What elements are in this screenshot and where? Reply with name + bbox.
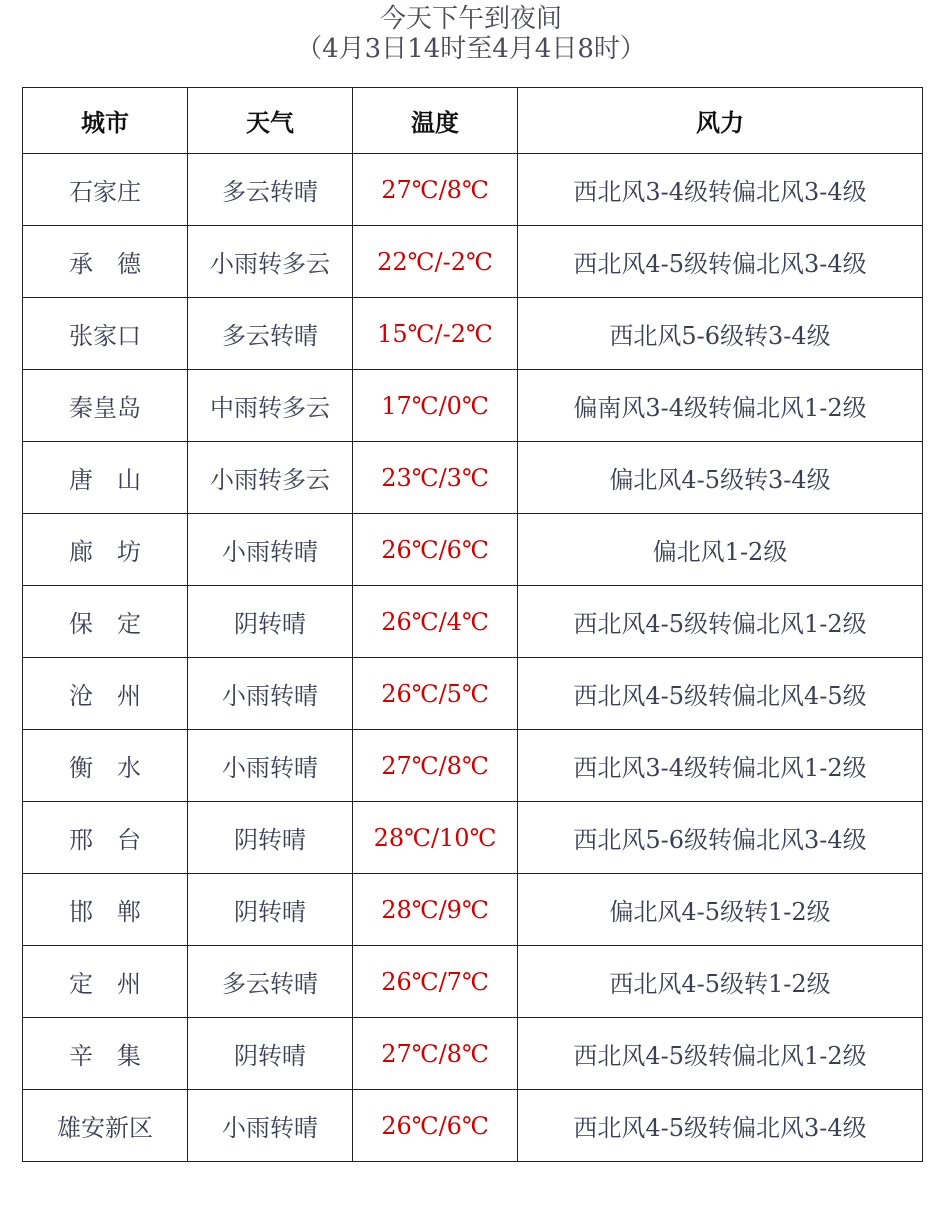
page-subtitle: （4月3日14时至4月4日8时）: [296, 34, 646, 64]
wind-cell: 西北风4-5级转1-2级: [518, 946, 923, 1018]
wind-cell: 西北风4-5级转偏北风1-2级: [518, 1018, 923, 1090]
table-row: [23, 514, 923, 586]
table-row: [23, 298, 923, 370]
city-cell: 石家庄: [23, 154, 188, 226]
temperature-cell: 15℃/-2℃: [353, 298, 518, 370]
weather-cell: 多云转晴: [188, 298, 353, 370]
header-temperature: 温度: [353, 88, 518, 154]
table-row: [23, 226, 923, 298]
table-header-row: [23, 88, 923, 154]
wind-cell: 偏南风3-4级转偏北风1-2级: [518, 370, 923, 442]
temperature-cell: 26℃/4℃: [353, 586, 518, 658]
temperature-cell: 27℃/8℃: [353, 154, 518, 226]
table-row: [23, 802, 923, 874]
temperature-cell: 26℃/6℃: [353, 1090, 518, 1162]
header-weather: 天气: [188, 88, 353, 154]
wind-cell: 偏北风4-5级转1-2级: [518, 874, 923, 946]
temperature-cell: 26℃/5℃: [353, 658, 518, 730]
table-row: [23, 946, 923, 1018]
wind-cell: 偏北风1-2级: [518, 514, 923, 586]
temperature-cell: 17℃/0℃: [353, 370, 518, 442]
wind-cell: 西北风5-6级转偏北风3-4级: [518, 802, 923, 874]
wind-cell: 西北风4-5级转偏北风3-4级: [518, 226, 923, 298]
temperature-cell: 23℃/3℃: [353, 442, 518, 514]
city-cell: 邯郸: [23, 874, 188, 946]
header-wind: 风力: [518, 88, 923, 154]
table-row: [23, 658, 923, 730]
city-cell: 秦皇岛: [23, 370, 188, 442]
weather-cell: 阴转晴: [188, 874, 353, 946]
temperature-cell: 26℃/6℃: [353, 514, 518, 586]
weather-cell: 多云转晴: [188, 946, 353, 1018]
table-row: [23, 1090, 923, 1162]
wind-cell: 西北风4-5级转偏北风3-4级: [518, 1090, 923, 1162]
temperature-cell: 28℃/10℃: [353, 802, 518, 874]
wind-cell: 西北风5-6级转3-4级: [518, 298, 923, 370]
weather-cell: 阴转晴: [188, 802, 353, 874]
city-cell: 雄安新区: [23, 1090, 188, 1162]
table-row: [23, 154, 923, 226]
city-cell: 沧州: [23, 658, 188, 730]
city-cell: 承德: [23, 226, 188, 298]
weather-cell: 中雨转多云: [188, 370, 353, 442]
city-cell: 辛集: [23, 1018, 188, 1090]
temperature-cell: 27℃/8℃: [353, 1018, 518, 1090]
city-cell: 定州: [23, 946, 188, 1018]
page-title: 今天下午到夜间: [379, 4, 562, 34]
wind-cell: 西北风4-5级转偏北风1-2级: [518, 586, 923, 658]
table-body: [23, 154, 923, 1162]
weather-cell: 小雨转多云: [188, 442, 353, 514]
city-cell: 唐山: [23, 442, 188, 514]
temperature-cell: 28℃/9℃: [353, 874, 518, 946]
wind-cell: 西北风3-4级转偏北风3-4级: [518, 154, 923, 226]
table-row: [23, 874, 923, 946]
city-cell: 张家口: [23, 298, 188, 370]
table-row: [23, 370, 923, 442]
weather-cell: 阴转晴: [188, 1018, 353, 1090]
table-row: [23, 442, 923, 514]
weather-cell: 小雨转多云: [188, 226, 353, 298]
weather-cell: 阴转晴: [188, 586, 353, 658]
temperature-cell: 22℃/-2℃: [353, 226, 518, 298]
weather-cell: 小雨转晴: [188, 1090, 353, 1162]
weather-table: [22, 87, 923, 1162]
weather-cell: 小雨转晴: [188, 658, 353, 730]
header-city: 城市: [23, 88, 188, 154]
wind-cell: 偏北风4-5级转3-4级: [518, 442, 923, 514]
wind-cell: 西北风3-4级转偏北风1-2级: [518, 730, 923, 802]
table-row: [23, 586, 923, 658]
city-cell: 邢台: [23, 802, 188, 874]
city-cell: 衡水: [23, 730, 188, 802]
city-cell: 廊坊: [23, 514, 188, 586]
wind-cell: 西北风4-5级转偏北风4-5级: [518, 658, 923, 730]
city-cell: 保定: [23, 586, 188, 658]
weather-cell: 小雨转晴: [188, 730, 353, 802]
temperature-cell: 27℃/8℃: [353, 730, 518, 802]
temperature-cell: 26℃/7℃: [353, 946, 518, 1018]
weather-cell: 小雨转晴: [188, 514, 353, 586]
weather-cell: 多云转晴: [188, 154, 353, 226]
table-row: [23, 1018, 923, 1090]
table-row: [23, 730, 923, 802]
